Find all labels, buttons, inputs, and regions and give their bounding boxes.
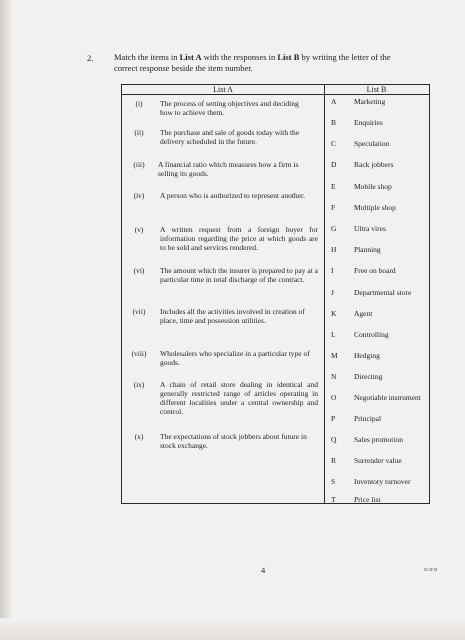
list-b-letter: L (331, 330, 336, 339)
list-a-text: The process of setting objectives and deciding how to achieve them. (160, 99, 299, 117)
header-divider (122, 94, 429, 95)
list-b-text: Marketing (354, 97, 386, 106)
list-a-num: (vii) (132, 307, 146, 316)
page-number: 4 (261, 565, 266, 575)
list-a-num: (ii) (134, 128, 144, 137)
list-b-text: Principal (354, 414, 382, 423)
list-b-text: Speculation (354, 139, 390, 148)
list-b-letter: T (331, 495, 336, 504)
list-b-letter: Q (331, 435, 337, 444)
list-b-letter: H (331, 245, 337, 254)
list-b-text: Enquiries (354, 118, 383, 127)
list-b-letter: O (331, 393, 337, 402)
list-b-letter: J (331, 288, 334, 297)
matching-table (121, 84, 430, 504)
list-b-letter: E (331, 182, 336, 191)
list-a-text: Wholesalers who specialize in a particular type of goods. (160, 349, 310, 367)
list-b-text: Directing (354, 372, 383, 381)
list-b-letter: M (331, 351, 338, 360)
question-number: 2. (87, 53, 94, 63)
list-b-text: Planning (354, 245, 381, 254)
list-b-text: Negotiable instrument (354, 393, 421, 402)
list-a-num: (ix) (133, 380, 145, 389)
list-b-letter: D (331, 160, 337, 169)
list-a-num: (viii) (131, 349, 147, 358)
list-b-letter: R (331, 456, 337, 465)
list-a-text: The amount which the insurer is prepared to pay at a particular time in total discharge of the contract. (160, 266, 318, 284)
list-a-num: (v) (134, 225, 144, 234)
list-a-text: A financial ratio which measures how a firm is selling its goods. (158, 160, 299, 178)
list-b-text: Rack jobbers (354, 160, 394, 169)
list-b-text: Inventory turnover (354, 477, 411, 486)
list-a-num: (iii) (133, 160, 145, 169)
list-a-text: The purchase and sale of goods today with the delivery scheduled in the future. (160, 128, 300, 146)
list-b-text: Sales promotion (354, 435, 403, 444)
list-a-num: (i) (135, 99, 143, 108)
list-b-text: Price list (354, 495, 381, 504)
list-b-text: Mobile shop (354, 182, 392, 191)
list-b-text: Hedging (354, 351, 380, 360)
list-b-text: Multiple shop (354, 203, 396, 212)
scan-edge-bottom (0, 618, 465, 640)
exam-code: 03.3F18 (424, 567, 438, 572)
list-b-letter: B (331, 118, 337, 127)
list-b-letter: G (331, 224, 337, 233)
list-a-text: A written request from a foreign buyer for information regarding the price at which goods are to be sold and services rendered. (160, 225, 318, 252)
list-b-letter: I (331, 266, 334, 275)
scan-edge (0, 0, 14, 640)
list-a-num: (iv) (133, 191, 145, 200)
list-b-letter: P (331, 414, 336, 423)
list-b-text: Agent (354, 309, 373, 318)
list-b-header: List B (366, 85, 387, 94)
column-divider (324, 85, 325, 503)
list-a-text: Includes all the activities involved in creation of place, time and possession utilities. (160, 307, 305, 325)
list-b-letter: C (331, 139, 337, 148)
list-a-text: A chain of retail store dealing in identical and generally restricted range of articles operating in different localities under a central ownership and control. (160, 380, 318, 416)
list-a-num: (x) (134, 432, 144, 441)
list-a-text: The expectations of stock jobbers about future in stock exchange. (160, 432, 307, 450)
list-b-text: Controlling (354, 330, 389, 339)
list-b-text: Surrender value (354, 456, 402, 465)
list-b-letter: F (331, 203, 336, 212)
list-b-letter: N (331, 372, 337, 381)
list-b-text: Departmental store (354, 288, 412, 297)
list-b-text: Ultra vires (354, 224, 386, 233)
list-b-letter: K (331, 309, 337, 318)
list-a-num: (vi) (133, 266, 145, 275)
question-instruction: Match the items in List A with the responses in List B by writing the letter of the correct response beside the item number. (114, 52, 391, 73)
list-b-letter: A (331, 97, 337, 106)
list-a-header: List A (213, 85, 233, 94)
list-a-text: A person who is authorized to represent another. (160, 191, 305, 200)
list-b-text: Free on board (354, 266, 396, 275)
list-b-letter: S (331, 477, 336, 486)
